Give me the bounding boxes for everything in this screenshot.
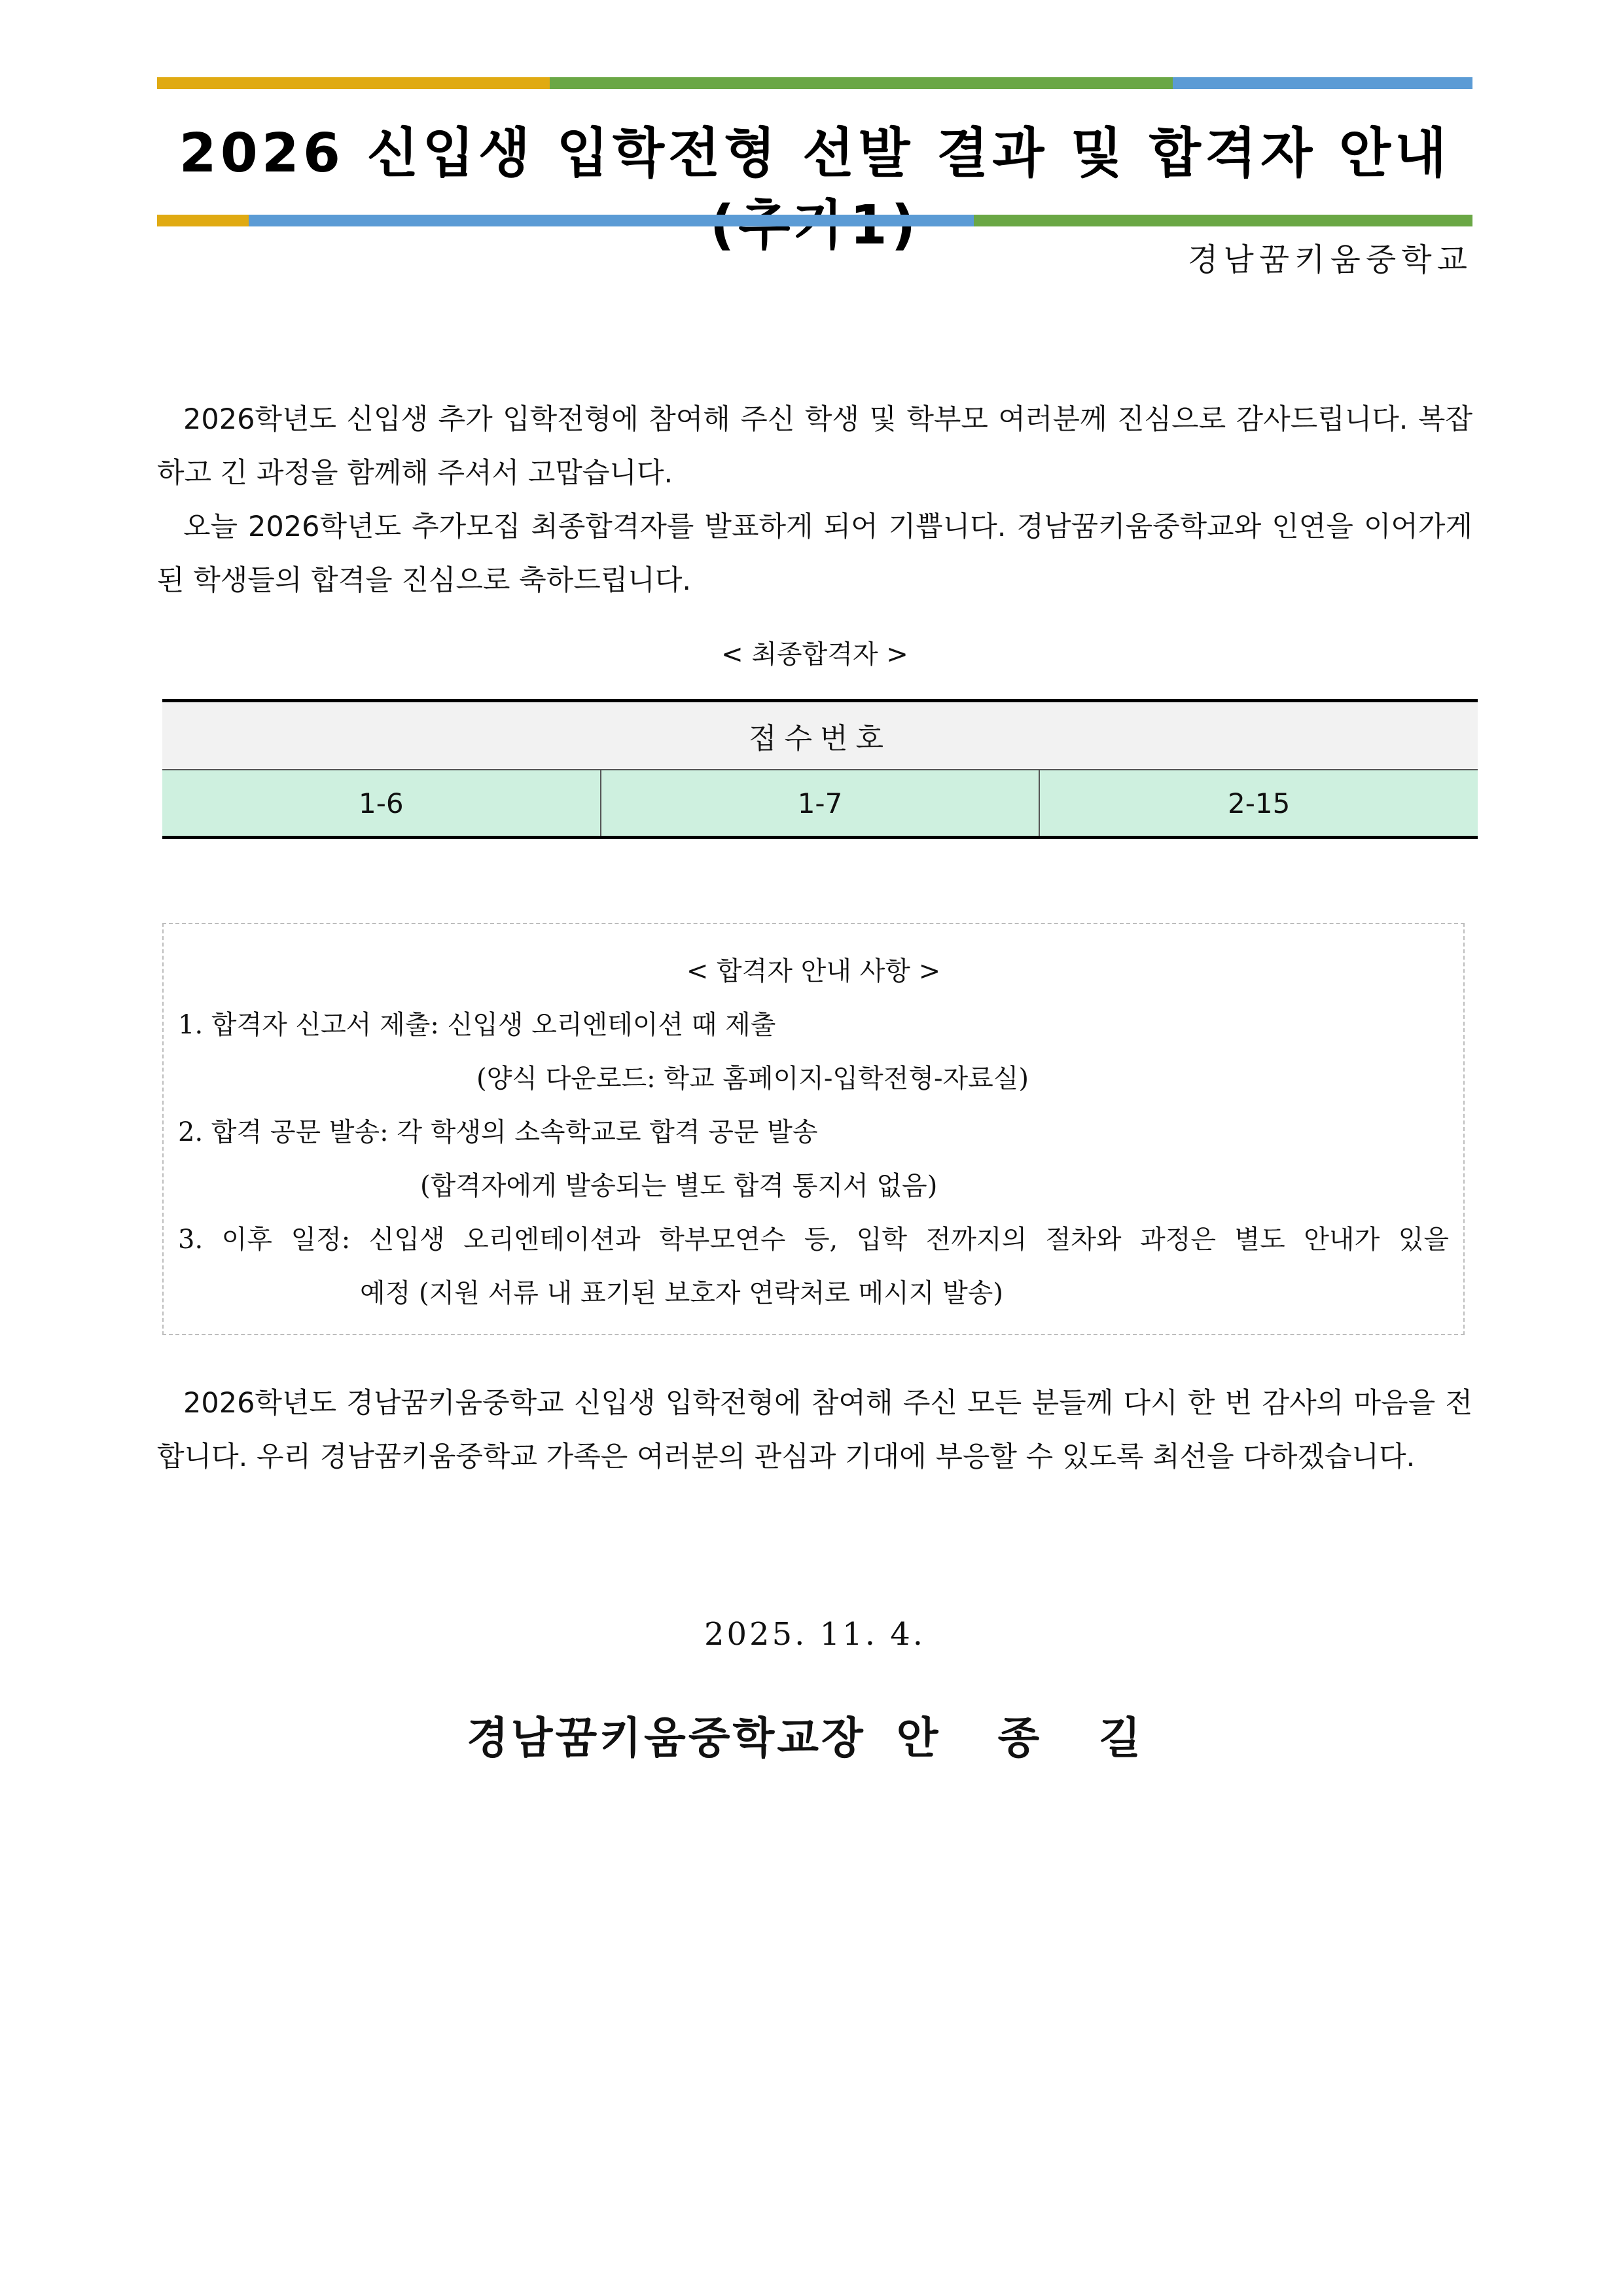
bar-segment-yellow [157, 77, 550, 89]
bar-segment-yellow [157, 215, 249, 226]
intro-paragraph-2: 오늘 2026학년도 추가모집 최종합격자를 발표하게 되어 기쁩니다. 경남꿈키움중학교와 인연을 이어가게 된 학생들의 합격을 진심으로 축하드립니다. [157, 511, 1472, 597]
applicant-number: 2-15 [1039, 770, 1478, 836]
top-color-bar [157, 77, 1472, 89]
signer-title: 경남꿈키움중학교장 [466, 1712, 866, 1763]
bar-segment-green [974, 215, 1472, 226]
notice-item-2-detail: (합격자에게 발송되는 별도 합격 통지서 없음) [420, 1171, 938, 1201]
applicant-number: 1-6 [359, 787, 404, 819]
notice-box [162, 923, 1465, 1335]
signer-name: 안 종 길 [896, 1712, 1164, 1763]
intro-text [157, 393, 1472, 607]
notice-title: < 합격자 안내 사항 > [686, 956, 941, 986]
document-title: 2026 신입생 입학전형 선발 결과 및 합격자 안내 [179, 122, 1451, 185]
results-table-header: 접수번호 [162, 702, 1478, 770]
document-page [157, 0, 1472, 2296]
notice-item-3: 3. 이후 일정: 신입생 오리엔테이션과 학부모연수 등, 입학 전까지의 절차와 과정은 별도 안내가 있을 [178, 1225, 1449, 1255]
intro-paragraph-1: 2026학년도 신입생 추가 입학전형에 참여해 주신 학생 및 학부모 여러분께 진심으로 감사드립니다. 복잡하고 긴 과정을 함께해 주셔서 고맙습니다. [157, 403, 1472, 490]
notice-item-3-detail: 예정 (지원 서류 내 표기된 보호자 연락처로 메시지 발송) [360, 1278, 1004, 1308]
closing-paragraph: 2026학년도 경남꿈키움중학교 신입생 입학전형에 참여해 주신 모든 분들께 다시 한 번 감사의 마음을 전합니다. 우리 경남꿈키움중학교 가족은 여러분의 관심과 기대에 부응할 수 있도록 최선을 다하겠습니다. [157, 1387, 1473, 1473]
signature [157, 1708, 1472, 1767]
notice-item-1: 1. 합격자 신고서 제출: 신입생 오리엔테이션 때 제출 [178, 1010, 776, 1040]
bar-segment-green [550, 77, 1173, 89]
school-name: 경남꿈키움중학교 [1188, 242, 1472, 278]
notice-item-2: 2. 합격 공문 발송: 각 학생의 소속학교로 합격 공문 발송 [178, 1117, 818, 1147]
results-caption: < 최종합격자 > [721, 639, 908, 670]
applicant-number: 1-7 [600, 770, 1039, 836]
results-table [162, 699, 1478, 839]
bar-segment-blue [1173, 77, 1472, 89]
results-table-row [162, 770, 1478, 836]
bar-segment-blue [249, 215, 974, 226]
notice-item-1-detail: (양식 다운로드: 학교 홈페이지-입학전형-자료실) [476, 1064, 1029, 1094]
bottom-color-bar [157, 215, 1472, 226]
closing-text [157, 1376, 1472, 1484]
document-date: 2025. 11. 4. [704, 1616, 926, 1653]
